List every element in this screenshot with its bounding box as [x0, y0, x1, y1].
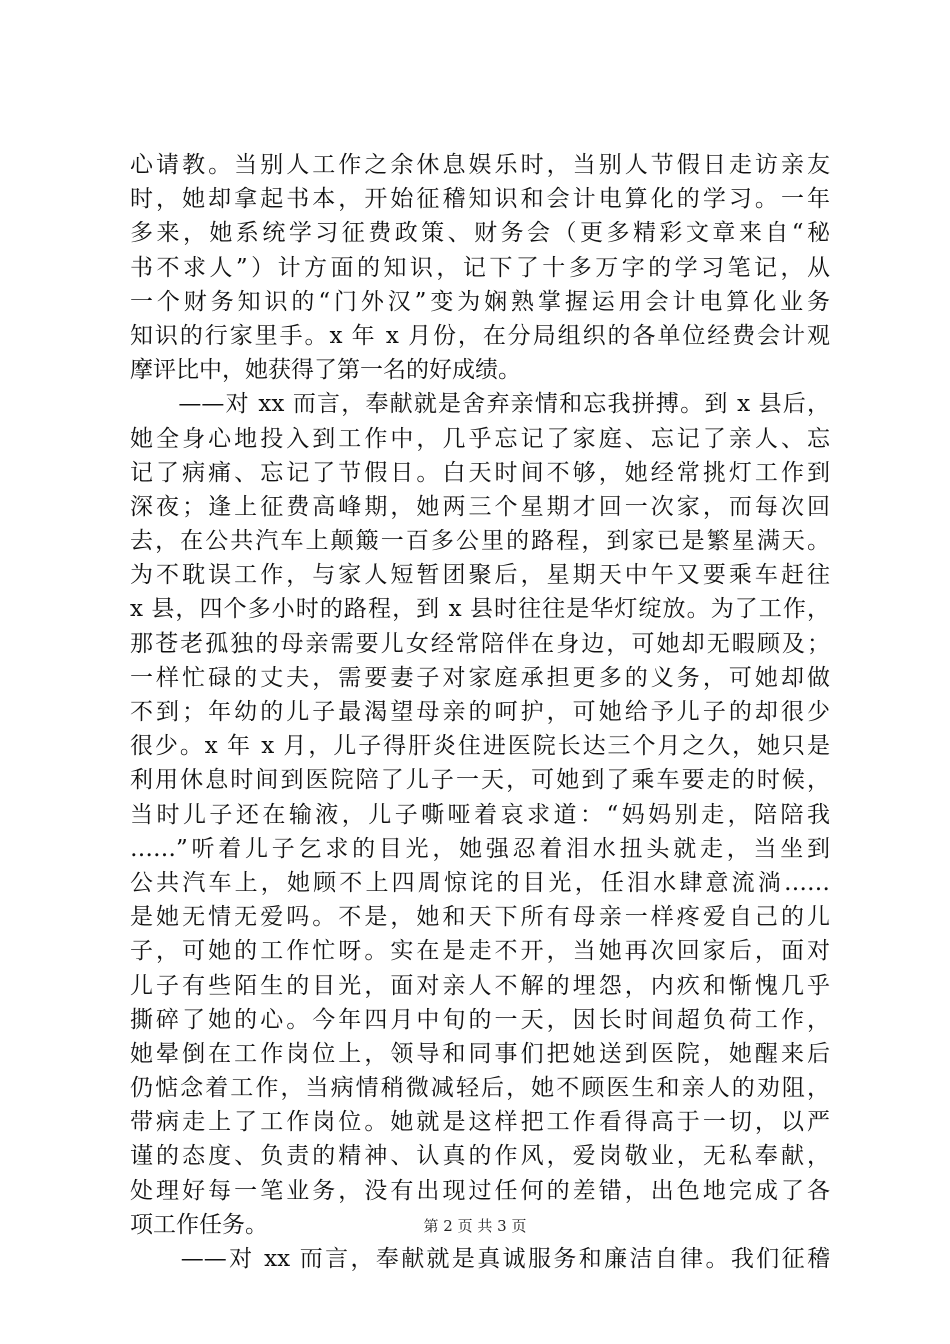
text-line: ——对 xx 而言，奉献就是舍弃亲情和忘我拼搏。到 x 县后，: [130, 391, 830, 418]
page-footer: 第 2 页 共 3 页: [423, 1217, 527, 1235]
text-line: 心请教。当别人工作之余休息娱乐时，当别人节假日走访亲友: [130, 152, 830, 178]
text-line: 为不耽误工作，与家人短暂团聚后，星期天中午又要乘车赶往: [130, 562, 830, 589]
text-line: x 县，四个多小时的路程，到 x 县时往往是华灯绽放。为了工作，: [130, 596, 830, 623]
text-line: 儿子有些陌生的目光，面对亲人不解的埋怨，内疚和惭愧几乎: [130, 972, 830, 999]
text-line: 很少。x 年 x 月，儿子得肝炎住进医院长达三个月之久，她只是: [130, 733, 830, 760]
text-line: 知识的行家里手。x 年 x 月份，在分局组织的各单位经费会计观: [130, 322, 830, 349]
text-line: 项工作任务。: [130, 1211, 268, 1238]
text-line: 不到；年幼的儿子最渴望母亲的呵护，可她给予儿子的却很少: [130, 699, 830, 725]
text-line: 当时儿子还在输液，儿子嘶哑着哀求道：“妈妈别走，陪陪我: [130, 801, 830, 828]
text-line: 深夜；逢上征费高峰期，她两三个星期才回一次家，而每次回: [130, 493, 830, 520]
text-line: 她晕倒在工作岗位上，领导和同事们把她送到医院，她醒来后: [130, 1040, 830, 1067]
text-line: 记了病痛、忘记了节假日。白天时间不够，她经常挑灯工作到: [130, 459, 830, 486]
text-line: ——对 xx 而言，奉献就是真诚服务和廉洁自律。我们征稽: [130, 1246, 830, 1272]
text-line: 处理好每一笔业务，没有出现过任何的差错，出色地完成了各: [130, 1177, 830, 1204]
text-line: 一样忙碌的丈夫，需要妻子对家庭承担更多的义务，可她却做: [130, 664, 830, 691]
text-line: 撕碎了她的心。今年四月中旬的一天，因长时间超负荷工作，: [130, 1006, 830, 1033]
text-line: 时，她却拿起书本，开始征稽知识和会计电算化的学习。一年: [130, 186, 830, 213]
text-line: 仍惦念着工作，当病情稍微减轻后，她不顾医生和亲人的劝阻，: [130, 1075, 830, 1102]
text-line: 那苍老孤独的母亲需要儿女经常陪伴在身边，可她却无暇顾及；: [130, 630, 830, 657]
text-line: 带病走上了工作岗位。她就是这样把工作看得高于一切，以严: [130, 1109, 830, 1136]
text-line: 利用休息时间到医院陪了儿子一天，可她到了乘车要走的时候，: [130, 767, 830, 794]
text-line: 多来，她系统学习征费政策、财务会（更多精彩文章来自“秘: [130, 220, 830, 247]
text-line: 公共汽车上，她顾不上四周惊诧的目光，任泪水肆意流淌……: [130, 869, 830, 896]
text-line: 她全身心地投入到工作中，几乎忘记了家庭、忘记了亲人、忘: [130, 425, 830, 452]
text-line: 摩评比中，她获得了第一名的好成绩。: [130, 357, 521, 384]
text-line: 谨的态度、负责的精神、认真的作风，爱岗敬业，无私奉献，: [130, 1143, 830, 1170]
text-line: ……”听着儿子乞求的目光，她强忍着泪水扭头就走，当坐到: [130, 835, 830, 862]
body-text: [130, 148, 830, 1276]
text-line: 书不求人”）计方面的知识，记下了十多万字的学习笔记，从: [130, 254, 830, 281]
text-line: 子，可她的工作忙呀。实在是走不开，当她再次回家后，面对: [130, 938, 830, 965]
text-line: 是她无情无爱吗。不是，她和天下所有母亲一样疼爱自己的儿: [130, 904, 830, 931]
text-line: 去，在公共汽车上颠簸一百多公里的路程，到家已是繁星满天。: [130, 528, 830, 555]
text-line: 一个财务知识的“门外汉”变为娴熟掌握运用会计电算化业务: [130, 288, 830, 315]
